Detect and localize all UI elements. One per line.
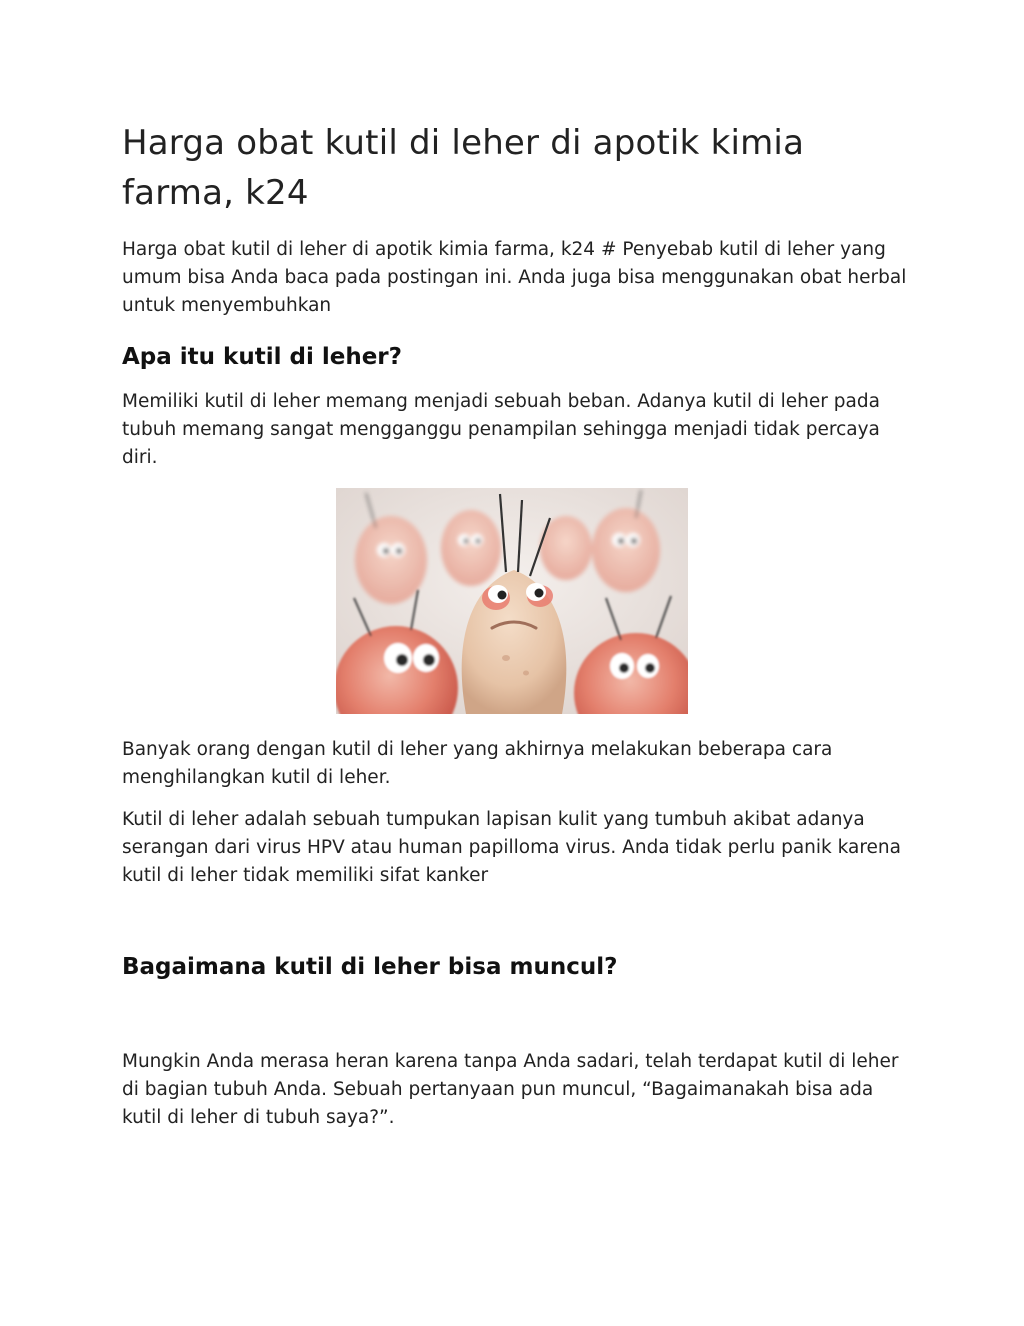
- section-paragraph-what-is: Memiliki kutil di leher memang menjadi sebuah beban. Adanya kutil di leher pada tubuh memang sangat mengganggu penampilan sehingga menjadi tidak percaya diri.: [122, 391, 880, 468]
- paragraph-many-people: Banyak orang dengan kutil di leher yang akhirnya melakukan beberapa cara menghilangkan kutil di leher.: [122, 739, 833, 788]
- page-title: Harga obat kutil di leher di apotik kimia farma, k24: [122, 123, 805, 213]
- section-heading-how-appear: Bagaimana kutil di leher bisa muncul?: [122, 954, 618, 980]
- intro-paragraph: Harga obat kutil di leher di apotik kimia farma, k24 # Penyebab kutil di leher yang umum bisa Anda baca pada postingan ini. Anda juga bisa menggunakan obat herbal untuk menyembuhkan: [122, 239, 907, 316]
- section-heading-what-is: Apa itu kutil di leher?: [122, 344, 402, 370]
- wart-cartoon-illustration: [336, 488, 688, 714]
- document-page: [122, 118, 912, 1146]
- section-paragraph-how-appear: Mungkin Anda merasa heran karena tanpa Anda sadari, telah terdapat kutil di leher di bagian tubuh Anda. Sebuah pertanyaan pun muncul, “Bagaimanakah bisa ada kutil di leher di tubuh saya?”.: [122, 1051, 899, 1128]
- paragraph-hpv: Kutil di leher adalah sebuah tumpukan lapisan kulit yang tumbuh akibat adanya serangan dari virus HPV atau human papilloma virus. Anda tidak perlu panik karena kutil di leher tidak memiliki sifat kanker: [122, 809, 901, 886]
